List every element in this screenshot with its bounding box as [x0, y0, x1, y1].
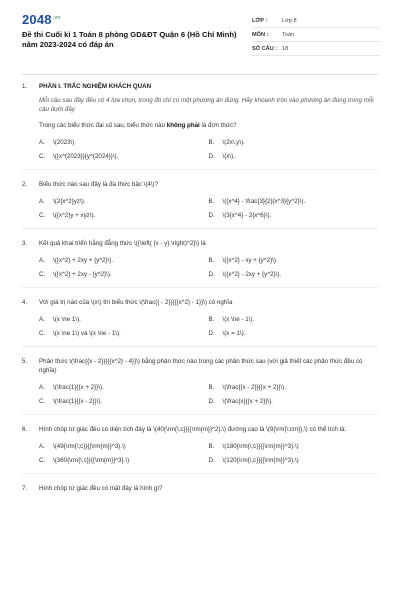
option-text: \(x\)..: [222, 152, 237, 160]
answer-options: [39, 439, 378, 467]
answer-option[interactable]: [209, 326, 379, 340]
option-letter: B.: [208, 138, 215, 146]
question: [22, 425, 378, 434]
question-number: 3.: [22, 240, 28, 247]
meta-value: Toán: [282, 31, 295, 38]
question-divider: [22, 169, 378, 170]
question-divider: [22, 414, 378, 415]
document-title: Đề thi Cuối kì 1 Toán 8 phòng GD&ĐT Quận 6 (Hồ Chí Minh) năm 2023-2024 có đáp án: [22, 30, 237, 49]
option-letter: A.: [39, 256, 45, 264]
question-list: [22, 82, 378, 493]
option-letter: C.: [39, 211, 46, 219]
option-letter: C.: [39, 456, 46, 464]
answer-option[interactable]: [39, 326, 209, 340]
answer-options: [39, 312, 378, 340]
option-letter: A.: [39, 442, 45, 450]
question-text: Hình chóp tứ giác đều có diện tích đáy là \(40{\rm{\;c}}{{\rm{m}}^2}.\) đường cao là \(9{\rm{\;cm}},\) có thể tích là:: [39, 426, 347, 433]
question-divider: [22, 287, 378, 288]
option-letter: D.: [208, 456, 215, 464]
option-letter: D.: [208, 152, 215, 160]
option-letter: A.: [39, 197, 45, 205]
option-text: \(180{\rm{\;c}}{{\rm{m}}^3}.\): [222, 442, 299, 450]
question-text: [39, 121, 378, 130]
document-meta: [252, 14, 380, 56]
section-heading: [22, 82, 378, 91]
option-letter: C.: [39, 152, 46, 160]
question-text: Hình chóp tứ giác đều có mặt đáy là hình gì?: [39, 485, 163, 492]
section-title: PHẦN I. TRẮC NGHIỆM KHÁCH QUAN: [39, 83, 152, 90]
question: [22, 484, 378, 493]
answer-options: [39, 135, 378, 163]
meta-row-question-count: [252, 42, 380, 56]
meta-key: LỚP :: [252, 17, 268, 24]
option-text: \(x \ne - 1\).: [222, 315, 255, 323]
meta-row-subject: [252, 28, 380, 42]
answer-option[interactable]: [39, 208, 209, 222]
option-text: \(\frac{{x - 2}}{{x + 2}}\).: [222, 383, 286, 391]
question: [22, 298, 378, 307]
option-text: \(x = 1\).: [222, 329, 246, 337]
logo-domain: .vn: [52, 14, 61, 21]
answer-option[interactable]: [209, 380, 379, 394]
answer-options: [39, 380, 378, 408]
option-letter: D.: [208, 211, 215, 219]
option-text: \({x^4} - \frac{3}{2}{x^3}{y^2}\).: [222, 197, 306, 205]
option-letter: B.: [208, 442, 215, 450]
option-text: \({x^{2023}}{y^{2024}}\).: [53, 152, 119, 160]
question-number: 6.: [22, 426, 28, 433]
answer-option[interactable]: [209, 208, 379, 222]
question-divider: [22, 346, 378, 347]
answer-option[interactable]: [209, 312, 379, 326]
page-header: [0, 0, 400, 64]
option-letter: B.: [208, 256, 215, 264]
answer-option[interactable]: [39, 312, 209, 326]
question-number: 1.: [22, 83, 28, 90]
option-text: \(\frac{1}{{x - 2}}\).: [53, 397, 103, 405]
option-letter: D.: [208, 270, 215, 278]
answer-option[interactable]: [209, 194, 379, 208]
option-text: \(x \ne 1\) và \(x \ne - 1\).: [53, 329, 121, 337]
option-text: \(2023\).: [53, 138, 77, 146]
answer-option[interactable]: [39, 380, 209, 394]
answer-option[interactable]: [209, 439, 379, 453]
question-number: 5.: [22, 358, 28, 365]
answer-option[interactable]: [39, 194, 209, 208]
option-letter: B.: [208, 383, 215, 391]
question-text: Với giá trị nào của \(x\) thì biểu thức \(\frac{{ - 2}}{{{x^2} - 1}}\) có nghĩa: [39, 299, 233, 306]
option-text: \({x^2} + 2xy - {y^2}\).: [53, 270, 112, 278]
answer-option[interactable]: [209, 394, 379, 408]
question-text: Phân thức \(\frac{{x - 2}}{{{x^2} - 4}}\) bằng phân thức nào trong các phân thức sau (với giả thiết các phân thức đều có nghĩa): [39, 358, 363, 374]
question-number: 4.: [22, 299, 28, 306]
option-text: \(\frac{x}{{x + 2}}\).: [222, 397, 273, 405]
question-divider: [22, 228, 378, 229]
answer-option[interactable]: [209, 453, 379, 467]
answer-option[interactable]: [209, 135, 379, 149]
answer-option[interactable]: [39, 267, 209, 281]
option-text: \(2x\,y\).: [222, 138, 245, 146]
option-text: \(\frac{1}{{x + 2}}\).: [53, 383, 104, 391]
question-divider: [22, 473, 378, 474]
option-text: \(49{\rm{\;c}}{{\rm{m}}^3}.\): [53, 442, 126, 450]
answer-option[interactable]: [209, 149, 379, 163]
option-text: \(3{x^4} - 2{x^6}\).: [222, 211, 272, 219]
question-number: 2.: [22, 181, 28, 188]
meta-key: MÔN :: [252, 31, 269, 38]
option-letter: C.: [39, 397, 46, 405]
answer-option[interactable]: [39, 135, 209, 149]
meta-row-class: [252, 14, 380, 28]
question-text-emphasis: không phải: [166, 122, 200, 129]
answer-option[interactable]: [209, 253, 379, 267]
answer-options: [39, 194, 378, 222]
option-letter: A.: [39, 315, 45, 323]
option-text: \(120{\rm{\;c}}{{\rm{m}}^3}.\): [222, 456, 299, 464]
question: [22, 239, 378, 248]
site-logo[interactable]: [22, 12, 61, 27]
meta-value: Lớp 8: [282, 17, 297, 24]
option-letter: A.: [39, 138, 45, 146]
answer-options: [39, 253, 378, 281]
option-letter: C.: [39, 329, 46, 337]
answer-option[interactable]: [39, 149, 209, 163]
question-text-end: là đơn thức?: [199, 122, 237, 129]
option-text: \({x^2} - xy + {y^2}\).: [222, 256, 278, 264]
option-text: \({x^2} - 2xy + {y^2}\).: [222, 270, 282, 278]
answer-option[interactable]: [39, 253, 209, 267]
question: [22, 357, 378, 375]
section-instruction: Mỗi câu sau đây đều có 4 lựa chọn, trong đó chỉ có một phương án đúng. Hãy khoanh tròn vào phương án đúng trong mỗi câu dưới đây.: [39, 97, 374, 113]
option-letter: B.: [208, 315, 215, 323]
answer-option[interactable]: [39, 453, 209, 467]
option-letter: C.: [39, 270, 46, 278]
answer-option[interactable]: [39, 439, 209, 453]
option-letter: A.: [39, 383, 45, 391]
meta-value: 18: [282, 45, 289, 52]
option-text: \(x \ne 1\).: [53, 315, 81, 323]
header-divider: [22, 74, 378, 75]
question-number: 7.: [22, 485, 28, 492]
option-letter: B.: [208, 197, 215, 205]
option-text: \({x^2}y + xyz\).: [53, 211, 96, 219]
answer-option[interactable]: [209, 267, 379, 281]
question-text: Biểu thức nào sau đây là đa thức bậc \(4\)?: [39, 181, 159, 188]
question-text: Kết quả khai triển hằng đẳng thức \({\left( {x - y} \right)^2}\) là: [39, 240, 206, 247]
option-text: \(2{x^2}yz\).: [53, 197, 86, 205]
option-text: \(360{\rm{\;c}}{{\rm{m}}^3}.\): [53, 456, 130, 464]
option-letter: D.: [208, 329, 215, 337]
meta-key: SỐ CÂU :: [252, 45, 278, 52]
option-text: \({x^2} + 2xy + {y^2}\).: [53, 256, 114, 264]
logo-text: 2048: [22, 12, 52, 27]
question-text-start: Trong các biểu thức đại số sau, biểu thức nào: [39, 122, 167, 129]
answer-option[interactable]: [39, 394, 209, 408]
question: [22, 180, 378, 189]
option-letter: D.: [208, 397, 215, 405]
